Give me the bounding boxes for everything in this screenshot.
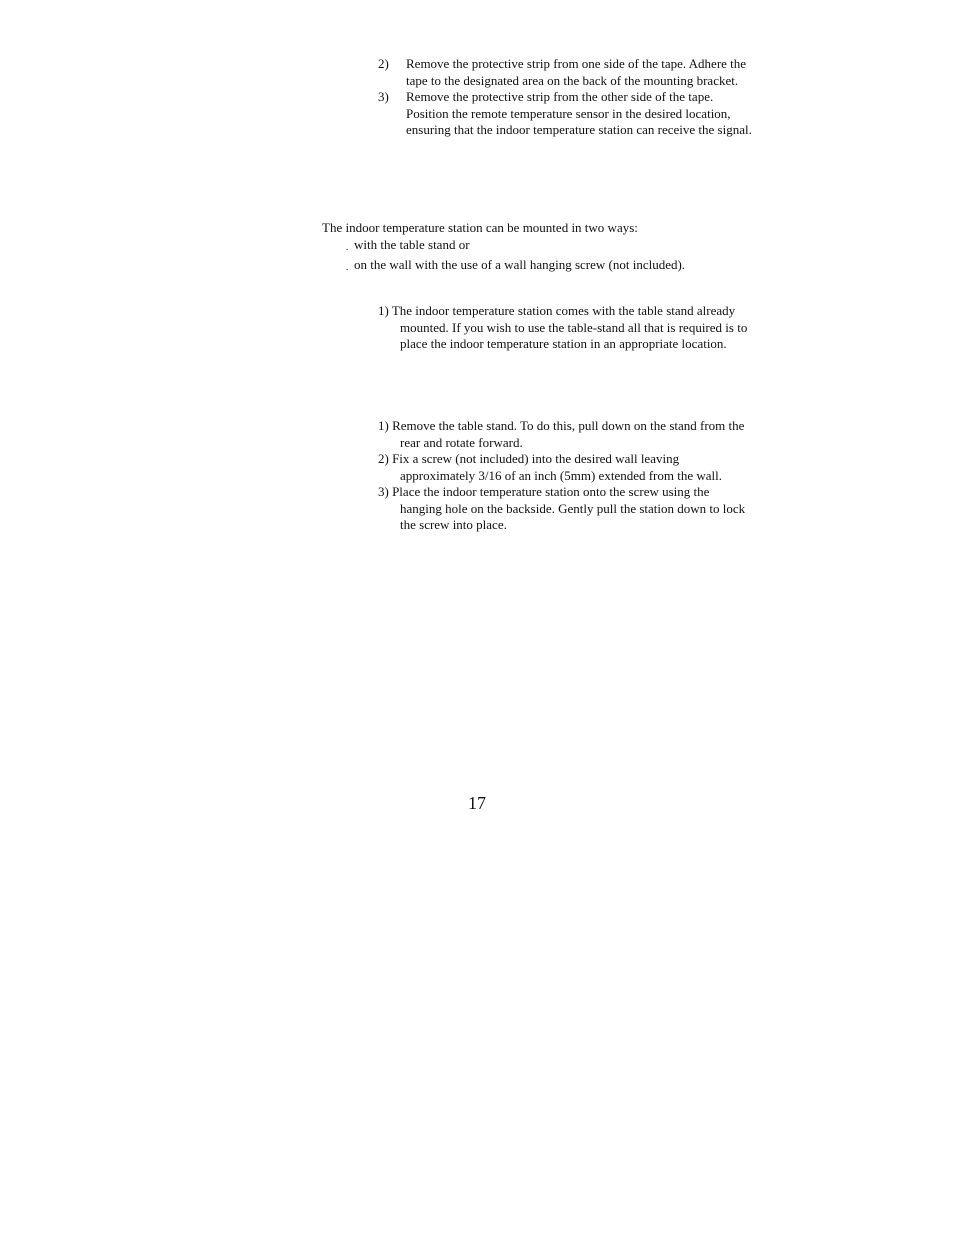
mounting-intro: The indoor temperature station can be mounted in two ways:: [322, 220, 638, 235]
step-number: 3): [378, 89, 389, 104]
mounting-option: [346, 237, 766, 257]
step-text: Remove the protective strip from one side of the tape. Adhere the tape to the designated area on the back of the mounting bracket.: [406, 56, 747, 88]
mounting-option-text: on the wall with the use of a wall hanging screw (not included).: [354, 257, 686, 272]
mounting-options-list: [346, 237, 766, 277]
mounting-option: [346, 257, 766, 277]
wall-mount-step: 1) Remove the table stand. To do this, pull down on the stand from the rear and rotate forward.: [378, 418, 745, 450]
wall-mount-step: 2) Fix a screw (not included) into the desired wall leaving approximately 3/16 of an inch (5mm) extended from the wall.: [378, 451, 723, 483]
wall-mount-step: 3) Place the indoor temperature station onto the screw using the hanging hole on the backside. Gently pull the station down to lock the screw into place.: [378, 484, 746, 532]
wall-mount-steps: [378, 418, 748, 534]
page-number: 17: [468, 793, 486, 813]
tape-step: [378, 56, 758, 89]
tape-step: [378, 89, 758, 139]
tape-steps-list: [378, 56, 758, 139]
bullet-icon: .: [346, 262, 349, 272]
table-stand-steps: [378, 303, 748, 353]
step-number: 2): [378, 56, 389, 71]
mounting-option-text: with the table stand or: [354, 237, 470, 252]
step-text: Remove the protective strip from the other side of the tape. Position the remote temperature sensor in the desired location, ensuring that the indoor temperature station can receive the signal.: [406, 89, 752, 137]
bullet-icon: .: [346, 242, 349, 252]
table-stand-step: 1) The indoor temperature station comes with the table stand already mounted. If you wish to use the table-stand all that is required is to place the indoor temperature station in an appropriate location.: [378, 303, 748, 351]
